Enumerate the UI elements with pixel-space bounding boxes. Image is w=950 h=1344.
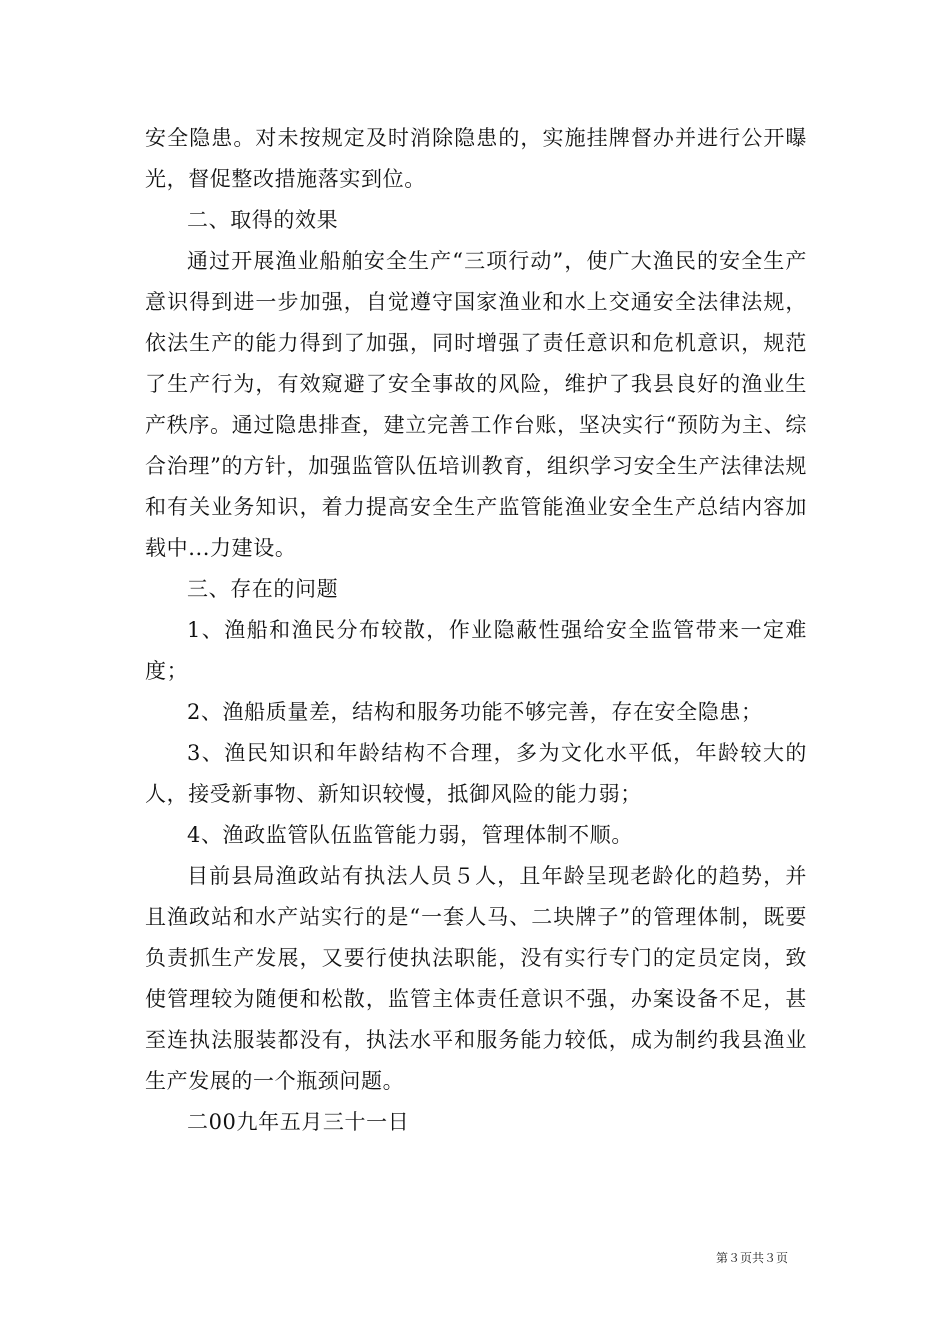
paragraph-continuation: 安全隐患。对未按规定及时消除隐患的，实施挂牌督办并进行公开曝光，督促整改措施落实到位。	[145, 126, 807, 191]
problem-item-1: 1、渔船和渔民分布较散，作业隐蔽性强给安全监管带来一定难度；	[145, 618, 807, 683]
problem-item-3: 3、渔民知识和年龄结构不合理，多为文化水平低，年龄较大的人，接受新事物、新知识较慢，抵御风险的能力弱；	[145, 741, 807, 806]
section-heading-results: 二、取得的效果	[187, 208, 339, 232]
problem-item-2: 2、渔船质量差，结构和服务功能不够完善，存在安全隐患；	[187, 700, 763, 724]
section-heading-problems: 三、存在的问题	[187, 577, 339, 601]
paragraph-results: 通过开展渔业船舶安全生产“三项行动”，使广大渔民的安全生产意识得到进一步加强，自觉遵守国家渔业和水上交通安全法律法规，依法生产的能力得到了加强，同时增强了责任意识和危机意识，规范了生产行为，有效窥避了安全事故的风险，维护了我县良好的渔业生产秩序。通过隐患排查，建立完善工作台账，坚决实行“预防为主、综合治理”的方针，加强监管队伍培训教育，组织学习安全生产法律法规和有关业务知识，着力提高安全生产监管能渔业安全生产总结内容加载中...力建设。	[145, 249, 807, 560]
document-date: 二00九年五月三十一日	[187, 1110, 410, 1134]
problem-item-4: 4、渔政监管队伍监管能力弱，管理体制不顺。	[187, 823, 633, 847]
page-number-footer: 第３页共３页	[716, 1251, 789, 1265]
document-body	[145, 118, 807, 1143]
paragraph-current-status: 目前县局渔政站有执法人员５人，且年龄呈现老龄化的趋势，并且渔政站和水产站实行的是“一套人马、二块牌子”的管理体制，既要负责抓生产发展，又要行使执法职能，没有实行专门的定员定岗，致使管理较为随便和松散，监管主体责任意识不强，办案设备不足，甚至连执法服装都没有，执法水平和服务能力较低，成为制约我县渔业生产发展的一个瓶颈问题。	[145, 864, 807, 1093]
